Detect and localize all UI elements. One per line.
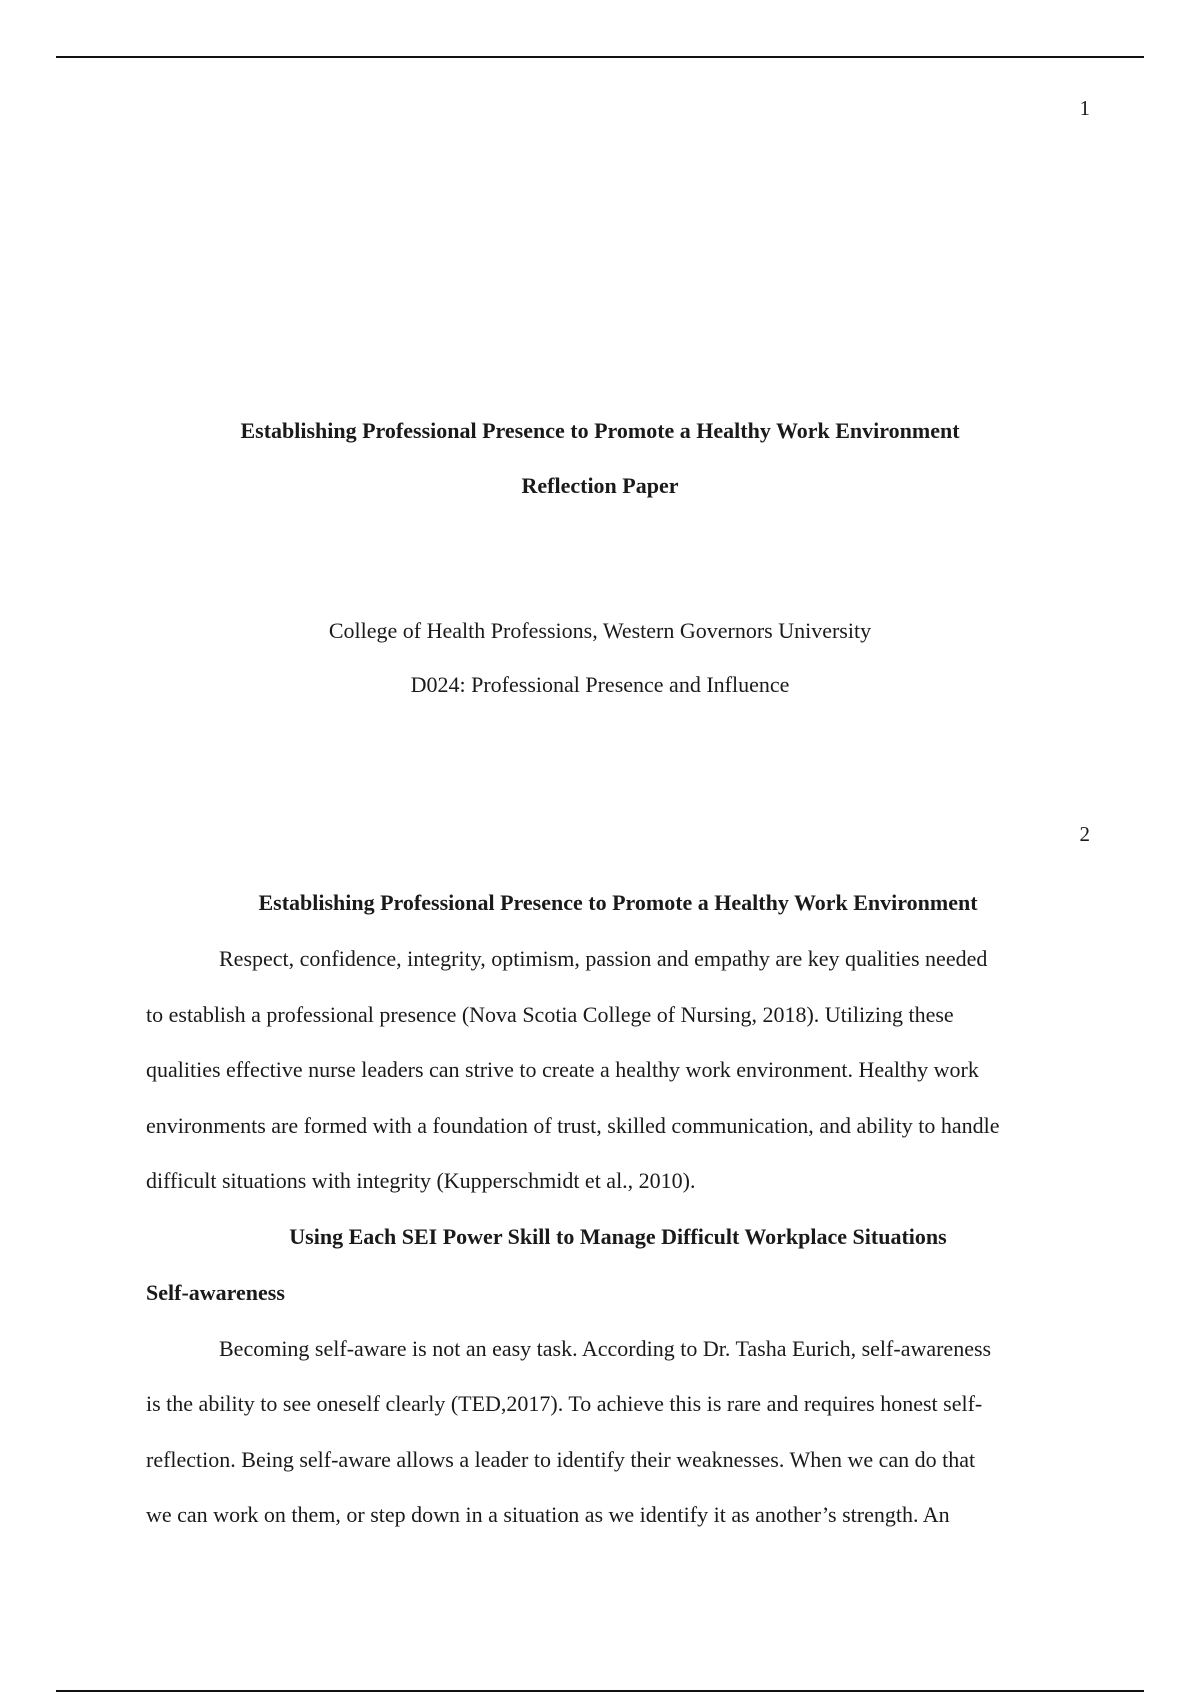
paragraph-line: is the ability to see oneself clearly (TED,2017). To achieve this is rare and requires honest self- bbox=[146, 1391, 983, 1416]
paragraph-line: environments are formed with a foundation of trust, skilled communication, and ability to handle bbox=[146, 1113, 1000, 1138]
title-page-subtitle: Reflection Paper bbox=[521, 473, 679, 498]
course-line: D024: Professional Presence and Influence bbox=[410, 672, 790, 697]
paragraph-line: difficult situations with integrity (Kupperschmidt et al., 2010). bbox=[146, 1168, 696, 1193]
paragraph-line: qualities effective nurse leaders can strive to create a healthy work environment. Healthy work bbox=[146, 1057, 979, 1082]
paragraph-line: Becoming self-aware is not an easy task. According to Dr. Tasha Eurich, self-awareness bbox=[219, 1336, 992, 1361]
page-bottom-rule bbox=[56, 1690, 1144, 1692]
paragraph-line: reflection. Being self-aware allows a leader to identify their weaknesses. When we can do that bbox=[146, 1447, 976, 1472]
page-heading: Establishing Professional Presence to Promote a Healthy Work Environment bbox=[258, 890, 978, 915]
subheading-self-awareness: Self-awareness bbox=[146, 1280, 285, 1305]
paragraph-line: Respect, confidence, integrity, optimism, passion and empathy are key qualities needed bbox=[219, 946, 988, 971]
page-number-2: 2 bbox=[1079, 822, 1090, 846]
paragraph-line: to establish a professional presence (Nova Scotia College of Nursing, 2018). Utilizing these bbox=[146, 1002, 954, 1027]
page-number-1: 1 bbox=[1079, 96, 1090, 120]
section-heading: Using Each SEI Power Skill to Manage Difficult Workplace Situations bbox=[289, 1224, 947, 1249]
paragraph-line: we can work on them, or step down in a situation as we identify it as another’s strength. An bbox=[146, 1502, 950, 1527]
institution-line: College of Health Professions, Western Governors University bbox=[328, 618, 872, 643]
title-page-title: Establishing Professional Presence to Promote a Healthy Work Environment bbox=[240, 418, 960, 443]
page-top-rule bbox=[56, 56, 1144, 58]
